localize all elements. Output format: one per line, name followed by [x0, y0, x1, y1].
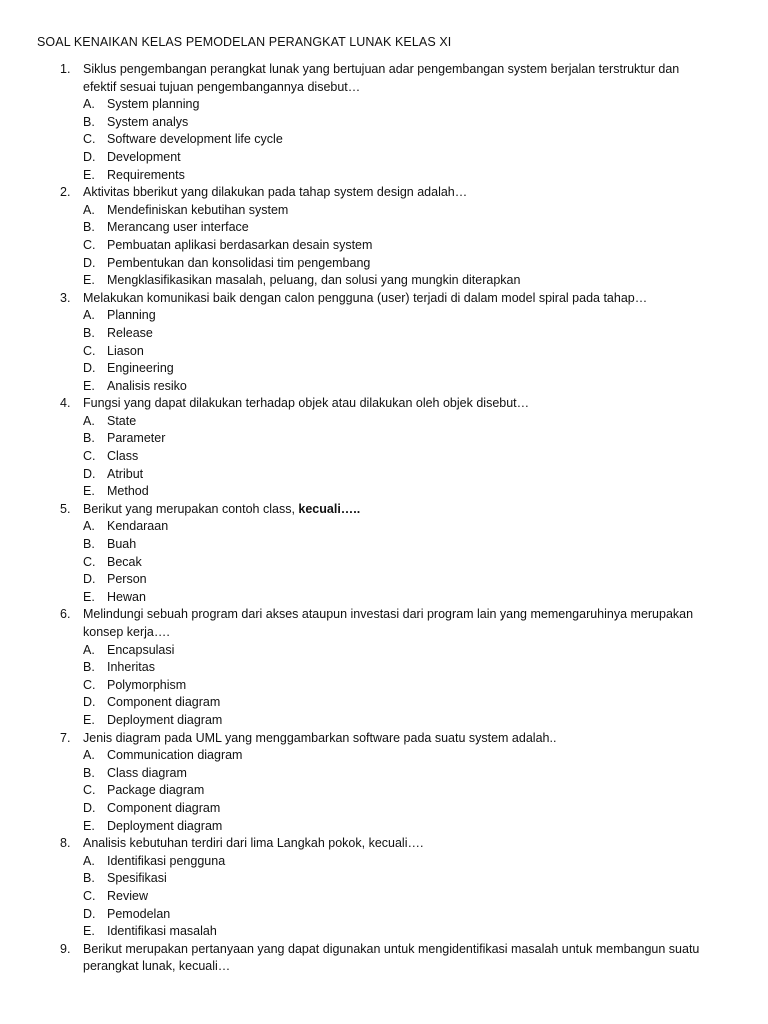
question-text: [83, 61, 679, 79]
document-title: SOAL KENAIKAN KELAS PEMODELAN PERANGKAT LUNAK KELAS XI: [37, 35, 452, 49]
question-text-content: Berikut yang merupakan contoh class,: [83, 501, 299, 516]
option-text: Polymorphism: [107, 677, 187, 692]
option-text: Analisis resiko: [107, 378, 187, 393]
answer-option: [0, 448, 768, 466]
question-text: [83, 624, 170, 642]
option-text: Package diagram: [107, 783, 205, 798]
answer-option: [0, 219, 768, 237]
question-line: [0, 941, 768, 959]
option-text: Person: [107, 572, 147, 587]
question-item: [0, 501, 768, 607]
question-text-content: Siklus pengembangan perangkat lunak yang bertujuan adar pengembangan system berjalan terstruktur dan: [83, 62, 680, 76]
option-text: Pemodelan: [107, 906, 171, 921]
option-letter: D.: [83, 255, 96, 270]
answer-option: [0, 255, 768, 273]
option-letter: D.: [83, 361, 96, 376]
answer-option: [0, 782, 768, 800]
option-letter: D.: [83, 149, 96, 164]
answer-option: [0, 237, 768, 255]
question-item: [0, 835, 768, 941]
question-text: [83, 290, 647, 308]
answer-option: [0, 413, 768, 431]
answer-option: [0, 712, 768, 730]
option-letter: C.: [83, 888, 96, 903]
option-letter: D.: [83, 695, 96, 710]
answer-option: [0, 747, 768, 765]
question-text-content: Berikut merupakan pertanyaan yang dapat digunakan untuk mengidentifikasi masalah untuk membangun suatu: [83, 941, 700, 956]
option-letter: D.: [83, 800, 96, 815]
option-text: Buah: [107, 537, 137, 552]
option-text: Merancang user interface: [107, 220, 249, 235]
question-text: [83, 730, 556, 748]
option-text: Spesifikasi: [107, 871, 167, 886]
question-item: [0, 395, 768, 501]
answer-option: [0, 131, 768, 149]
option-text: System analys: [107, 114, 189, 129]
question-line: [0, 395, 768, 413]
question-line: [0, 730, 768, 748]
option-letter: B.: [83, 660, 95, 675]
option-letter: B.: [83, 220, 95, 235]
question-item: [0, 61, 768, 184]
question-text-content: Analisis kebutuhan terdiri dari lima Langkah pokok, kecuali….: [83, 836, 424, 851]
option-letter: A.: [83, 853, 95, 868]
question-text: [83, 395, 529, 413]
option-letter: A.: [83, 642, 95, 657]
option-text: Deployment diagram: [107, 712, 223, 727]
option-letter: E.: [83, 273, 95, 288]
option-letter: D.: [83, 572, 96, 587]
answer-option: [0, 378, 768, 396]
option-letter: D.: [83, 466, 96, 481]
answer-option: [0, 536, 768, 554]
answer-option: [0, 853, 768, 871]
question-number: 8.: [60, 836, 71, 851]
option-text: State: [107, 413, 137, 428]
question-text: [83, 184, 467, 202]
question-line: [0, 79, 768, 97]
option-letter: B.: [83, 537, 95, 552]
question-number: 7.: [60, 730, 71, 745]
option-letter: E.: [83, 484, 95, 499]
option-letter: E.: [83, 167, 95, 182]
option-letter: E.: [83, 378, 95, 393]
question-emphasis: kecuali…..: [298, 501, 361, 516]
option-text: Development: [107, 149, 181, 164]
option-text: Deployment diagram: [107, 818, 223, 833]
answer-option: [0, 114, 768, 132]
answer-option: [0, 167, 768, 185]
question-line: [0, 835, 768, 853]
option-letter: D.: [83, 906, 96, 921]
question-number: 9.: [60, 941, 71, 956]
option-letter: C.: [83, 449, 96, 464]
option-letter: C.: [83, 132, 96, 147]
option-text: System planning: [107, 97, 200, 112]
answer-option: [0, 343, 768, 361]
option-text: Requirements: [107, 167, 185, 182]
option-letter: A.: [83, 748, 95, 763]
question-item: [0, 730, 768, 836]
option-text: Class: [107, 449, 139, 464]
question-number: 2.: [60, 185, 71, 200]
question-text: [83, 941, 699, 959]
option-letter: B.: [83, 765, 95, 780]
option-text: Pembuatan aplikasi berdasarkan desain system: [107, 237, 373, 252]
option-letter: C.: [83, 783, 96, 798]
option-letter: C.: [83, 343, 96, 358]
question-text-content: Melindungi sebuah program dari akses ataupun investasi dari program lain yang memengaruhinya merupakan: [83, 607, 694, 622]
option-letter: B.: [83, 871, 95, 886]
question-line: [0, 501, 768, 519]
question-line: [0, 61, 768, 79]
answer-option: [0, 96, 768, 114]
question-text: [83, 835, 423, 853]
option-text: Pembentukan dan konsolidasi tim pengembang: [107, 255, 371, 270]
option-letter: C.: [83, 677, 96, 692]
option-text: Inheritas: [107, 660, 155, 675]
answer-option: [0, 307, 768, 325]
option-text: Mengklasifikasikan masalah, peluang, dan solusi yang mungkin diterapkan: [107, 273, 521, 288]
question-text-content: Melakukan komunikasi baik dengan calon pengguna (user) terjadi di dalam model spiral pada tahap…: [83, 290, 648, 305]
question-text: [83, 606, 693, 624]
option-letter: A.: [83, 308, 95, 323]
option-letter: A.: [83, 519, 95, 534]
question-line: [0, 290, 768, 308]
option-text: Release: [107, 325, 153, 340]
question-text-content: Jenis diagram pada UML yang menggambarkan software pada suatu system adalah..: [83, 730, 557, 745]
option-text: Software development life cycle: [107, 132, 283, 147]
option-text: Engineering: [107, 361, 174, 376]
question-line: [0, 606, 768, 624]
option-text: Becak: [107, 554, 142, 569]
option-letter: C.: [83, 554, 96, 569]
question-line: [0, 958, 768, 976]
option-text: Encapsulasi: [107, 642, 175, 657]
option-text: Communication diagram: [107, 748, 243, 763]
question-number: 3.: [60, 290, 71, 305]
answer-option: [0, 518, 768, 536]
question-text-content: perangkat lunak, kecuali…: [83, 959, 231, 974]
answer-option: [0, 888, 768, 906]
answer-option: [0, 149, 768, 167]
question-text-content: efektif sesuai tujuan pengembangannya disebut…: [83, 79, 361, 94]
question-text-content: konsep kerja….: [83, 625, 170, 639]
question-number: 4.: [60, 396, 71, 411]
answer-option: [0, 325, 768, 343]
option-letter: A.: [83, 413, 95, 428]
answer-option: [0, 466, 768, 484]
option-text: Component diagram: [107, 695, 221, 710]
option-text: Atribut: [107, 466, 144, 481]
option-letter: E.: [83, 712, 95, 727]
option-text: Identifikasi pengguna: [107, 853, 226, 868]
option-text: Hewan: [107, 589, 146, 604]
question-text: [83, 958, 230, 976]
option-letter: B.: [83, 431, 95, 446]
option-text: Review: [107, 888, 148, 903]
answer-option: [0, 765, 768, 783]
option-text: Liason: [107, 343, 144, 358]
option-letter: B.: [83, 325, 95, 340]
answer-option: [0, 272, 768, 290]
answer-option: [0, 677, 768, 695]
option-letter: E.: [83, 818, 95, 833]
answer-option: [0, 694, 768, 712]
answer-option: [0, 906, 768, 924]
question-text: [83, 501, 360, 519]
answer-option: [0, 800, 768, 818]
question-number: 6.: [60, 607, 71, 622]
option-letter: B.: [83, 114, 95, 129]
option-letter: A.: [83, 202, 95, 217]
answer-option: [0, 870, 768, 888]
question-number: 1.: [60, 62, 71, 76]
question-text-content: Aktivitas bberikut yang dilakukan pada tahap system design adalah…: [83, 185, 468, 200]
option-letter: A.: [83, 97, 95, 112]
question-list: [0, 61, 768, 976]
option-text: Method: [107, 484, 149, 499]
answer-option: [0, 360, 768, 378]
option-text: Class diagram: [107, 765, 187, 780]
answer-option: [0, 483, 768, 501]
option-letter: E.: [83, 589, 95, 604]
answer-option: [0, 554, 768, 572]
option-letter: C.: [83, 237, 96, 252]
option-text: Parameter: [107, 431, 166, 446]
option-text: Identifikasi masalah: [107, 924, 217, 939]
question-text: [83, 79, 360, 97]
question-item: [0, 941, 768, 976]
answer-option: [0, 818, 768, 836]
option-text: Planning: [107, 308, 156, 323]
question-text-content: Fungsi yang dapat dilakukan terhadap objek atau dilakukan oleh objek disebut…: [83, 396, 530, 411]
question-line: [0, 184, 768, 202]
answer-option: [0, 589, 768, 607]
option-text: Component diagram: [107, 800, 221, 815]
answer-option: [0, 659, 768, 677]
question-item: [0, 290, 768, 396]
question-item: [0, 184, 768, 290]
option-text: Mendefiniskan kebutihan system: [107, 202, 289, 217]
option-text: Kendaraan: [107, 519, 169, 534]
answer-option: [0, 430, 768, 448]
question-item: [0, 606, 768, 729]
question-number: 5.: [60, 501, 71, 516]
answer-option: [0, 202, 768, 220]
answer-option: [0, 923, 768, 941]
question-line: [0, 624, 768, 642]
answer-option: [0, 571, 768, 589]
answer-option: [0, 642, 768, 660]
option-letter: E.: [83, 924, 95, 939]
